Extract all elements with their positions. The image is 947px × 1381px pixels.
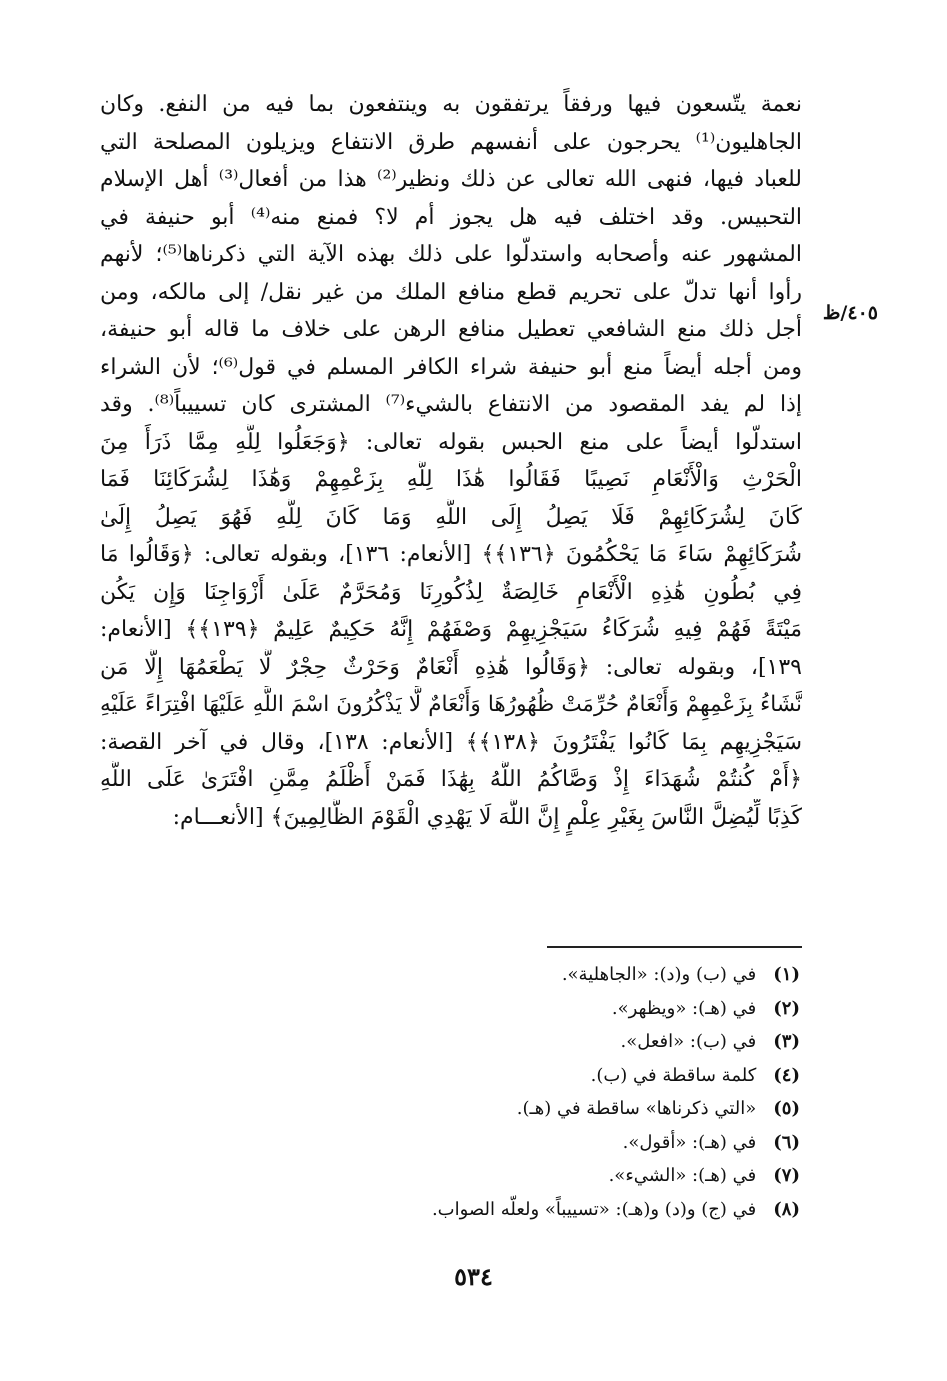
footnote-number: (١) xyxy=(773,964,800,985)
footnote-text: في (ب): «افعل». xyxy=(620,1031,757,1052)
footnote-item xyxy=(300,1092,800,1126)
footnote-number: (٨) xyxy=(773,1198,800,1220)
page-number: ٥٣٤ xyxy=(454,1262,493,1291)
body-line: ومن أجله أيضاً منع أبو حنيفة شراء الكافر المسلم في قول⁽⁶⁾؛ لأن الشراء xyxy=(100,354,802,380)
body-line: مَيْتَةً فَهُمْ فِيهِ شُرَكَاءُ سَيَجْزِيهِمْ وَصْفَهُمْ إِنَّهُ حَكِيمٌ عَلِيمٌ ﴿١٣٩﴾﴾ [الأنعام: xyxy=(100,617,802,642)
footnote-number: (٧) xyxy=(773,1165,800,1186)
footnote-item xyxy=(300,1126,800,1160)
footnote-item xyxy=(300,1025,800,1059)
footnote-text: في (ج) و(د) و(هـ): «تسييباً» ولعلّه الصواب. xyxy=(431,1198,757,1220)
footnote-number: (٢) xyxy=(773,997,800,1019)
body-line: رأوا أنها تدلّ على تحريم قطع منافع الملك من غير نقل/ إلى مالكه، ومن xyxy=(100,279,802,305)
body-line: أجل ذلك منع الشافعي تعطيل منافع الرهن على خلاف ما قاله أبو حنيفة، xyxy=(100,317,802,342)
footnote-divider xyxy=(547,946,802,948)
body-line: الْحَرْثِ وَالْأَنْعَامِ نَصِيبًا فَقَالُوا هَٰذَا لِلَّهِ بِزَعْمِهِمْ وَهَٰذَا لِشُرَكَائِنَا فَمَا xyxy=(100,467,802,492)
footnote-number: (٦) xyxy=(773,1131,800,1153)
footnote-item xyxy=(300,1059,800,1093)
footnote-text: في (هـ): «أقول». xyxy=(622,1131,757,1153)
body-line: فِي بُطُونِ هَٰذِهِ الْأَنْعَامِ خَالِصَةٌ لِذُكُورِنَا وَمُحَرَّمٌ عَلَىٰ أَزْوَاجِنَا وَإِن يَكُن xyxy=(100,579,802,605)
footnote-text: في (هـ): «ويظهر». xyxy=(611,997,757,1019)
body-line: استدلّوا أيضاً على منع الحبس بقوله تعالى: ﴿وَجَعَلُوا لِلَّهِ مِمَّا ذَرَأَ مِنَ xyxy=(100,429,802,455)
footnote-number: (٥) xyxy=(773,1098,800,1119)
footnote-number: (٤) xyxy=(773,1064,800,1086)
body-line: المشهور عنه وأصحابه واستدلّوا على ذلك بهذه الآية التي ذكرناها⁽⁵⁾؛ لأنهم xyxy=(100,242,802,267)
footnote-item xyxy=(300,992,800,1026)
footnote-item xyxy=(300,958,800,992)
footnotes-list xyxy=(300,958,800,1226)
body-line: إذا لم يفد المقصود من الانتفاع بالشيء⁽⁷⁾ المشترى كان تسييباً⁽⁸⁾. وقد xyxy=(100,392,802,417)
body-line: التحبيس. وقد اختلف فيه هل يجوز أم لا؟ فمنع منه⁽⁴⁾ أبو حنيفة في xyxy=(100,204,802,230)
body-line: الجاهليون⁽¹⁾ يحرجون على أنفسهم طرق الانتفاع ويزيلون المصلحة التي xyxy=(100,129,802,155)
body-line: نعمة يتّسعون فيها ورفقاً يرتفقون به وينتفعون بما فيه من النفع. وكان xyxy=(100,92,802,117)
footnote-text: كلمة ساقطة في (ب). xyxy=(590,1064,757,1086)
body-line: ﴿أَمْ كُنتُمْ شُهَدَاءَ إِذْ وَصَّاكُمُ اللَّهُ بِهَٰذَا فَمَنْ أَظْلَمُ مِمَّنِ افْتَرَىٰ عَلَى اللَّهِ xyxy=(100,767,802,792)
footnote-item xyxy=(300,1159,800,1193)
body-line: سَيَجْزِيهِم بِمَا كَانُوا يَفْتَرُونَ ﴿١٣٨﴾﴾ [الأنعام: ١٣٨]، وقال في آخر القصة: xyxy=(100,729,802,755)
footnote-text: «التي ذكرناها» ساقطة في (هـ). xyxy=(516,1098,757,1119)
body-line: كَانَ لِشُرَكَائِهِمْ فَلَا يَصِلُ إِلَى اللَّهِ وَمَا كَانَ لِلَّهِ فَهُوَ يَصِلُ إِلَىٰ xyxy=(100,504,802,530)
body-line: للعباد فيها، فنهى الله تعالى عن ذلك ونظير⁽²⁾ هذا من أفعال⁽³⁾ أهل الإسلام xyxy=(100,167,802,192)
footnote-text: في (هـ): «الشيء». xyxy=(608,1165,757,1186)
manuscript-folio-marker: ٤٠٥/ظ xyxy=(822,302,878,324)
footnote-number: (٣) xyxy=(773,1031,800,1052)
body-line: نَّشَاءُ بِزَعْمِهِمْ وَأَنْعَامٌ حُرِّمَتْ ظُهُورُهَا وَأَنْعَامٌ لَّا يَذْكُرُونَ اسْمَ اللَّهِ عَلَيْهَا افْتِرَاءً عَلَيْهِ xyxy=(100,692,802,717)
footnote-item xyxy=(300,1193,800,1227)
body-line: شُرَكَائِهِمْ سَاءَ مَا يَحْكُمُونَ ﴿١٣٦﴾﴾ [الأنعام: ١٣٦]، وبقوله تعالى: ﴿وَقَالُوا مَا xyxy=(100,542,802,567)
body-text xyxy=(100,86,802,836)
body-line: ١٣٩]، وبقوله تعالى: ﴿وَقَالُوا هَٰذِهِ أَنْعَامٌ وَحَرْثٌ حِجْرٌ لَّا يَطْعَمُهَا إِلَّا مَن xyxy=(100,654,802,680)
body-line: كَذِبًا لِّيُضِلَّ النَّاسَ بِغَيْرِ عِلْمٍ إِنَّ اللَّهَ لَا يَهْدِي الْقَوْمَ الظَّالِمِينَ﴾ [الأنعـــام: xyxy=(172,804,802,830)
footnote-text: في (ب) و(د): «الجاهلية». xyxy=(561,964,757,985)
